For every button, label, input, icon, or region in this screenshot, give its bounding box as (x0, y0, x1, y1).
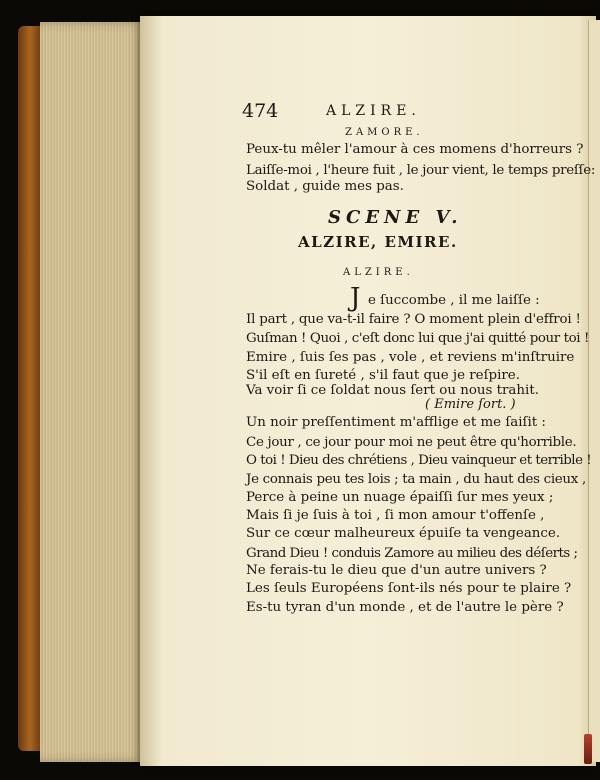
verse-line: Un noir preſſentiment m'afflige et me ſaiſit : (246, 415, 546, 430)
verse-line: Je connais peu tes lois ; ta main , du haut des cieux , (246, 472, 586, 487)
verse-line: Ne ferais-tu le dieu que d'un autre univers ? (246, 563, 547, 578)
verse-line: Ce jour , ce jour pour moi ne peut être qu'horrible. (246, 435, 577, 450)
page-number: 474 (242, 100, 279, 122)
verse-line: Perce à peine un nuage épaiſſi ſur mes yeux ; (246, 490, 554, 505)
scene-characters: ALZIRE, EMIRE. (298, 233, 458, 251)
scene-title: SCENE V. (328, 207, 463, 228)
verse-line-first: e ſuccombe , il me laiſſe : (368, 293, 540, 308)
verse-line: Emire , ſuis ſes pas , vole , et reviens m'inſtruire (246, 350, 575, 365)
speaker-zamore: ZAMORE. (345, 127, 424, 138)
stage-direction: ( Emire ſort. ) (425, 397, 516, 412)
verse-line: Laiſſe-moi , l'heure fuit , le jour vient, le temps preſſe: (246, 163, 596, 178)
verse-line: O toi ! Dieu des chrétiens , Dieu vainqueur et terrible ! (246, 453, 592, 468)
verse-line: Il part , que va-t-il faire ? O moment plein d'effroi ! (246, 312, 581, 327)
verse-line: Peux-tu mêler l'amour à ces momens d'horreurs ? (246, 142, 584, 157)
drop-cap: J (350, 283, 361, 313)
verse-line: Les ſeuls Européens ſont-ils nés pour te plaire ? (246, 581, 572, 596)
verse-line: Va voir ſi ce ſoldat nous ſert ou nous trahit. (246, 383, 539, 398)
speaker-alzire: ALZIRE. (343, 267, 414, 278)
verse-line: Grand Dieu ! conduis Zamore au milieu des déſerts ; (246, 546, 578, 561)
verse-line: Guſman ! Quoi , c'eſt donc lui que j'ai quitté pour toi ! (246, 331, 589, 346)
verse-line: Es-tu tyran d'un monde , et de l'autre le père ? (246, 600, 564, 615)
running-head: ALZIRE. (326, 103, 421, 119)
verse-line: Sur ce cœur malheureux épuiſe ta vengeance. (246, 526, 561, 541)
verse-line: Mais ſi je ſuis à toi , ſi mon amour t'offenſe , (246, 508, 545, 523)
verse-line: Soldat , guide mes pas. (246, 179, 404, 194)
verse-line: S'il eſt en ſureté , s'il faut que je reſpire. (246, 368, 520, 383)
